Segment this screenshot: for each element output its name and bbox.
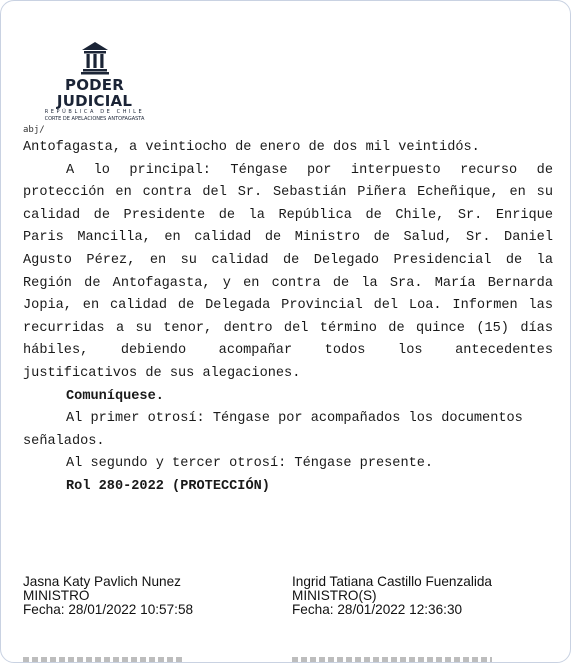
signature-block-2 [292, 575, 492, 617]
signature-block-1 [23, 575, 193, 617]
court-line: CORTE DE APELACIONES ANTOFAGASTA [44, 116, 145, 122]
case-number: Rol 280-2022 (PROTECCIÓN) [66, 478, 270, 494]
main-paragraph: A lo principal: Téngase por interpuesto recurso de protección en contra del Sr. Sebastián Piñera Echeñique, en su calidad de Presidente de la República de Chile, Sr. Enrique Paris Mancilla, en calidad de Ministro de Salud, Sr. Daniel Agusto Pérez, en su calidad de Delegado Presidencial de la Región de Antofagasta, y en contra de la Sra. María Bernarda Jopia, en calidad de Delegada Provincial del Loa. Informen las recurridas a su tenor, dentro del término de quince (15) días hábiles, debiendo acompañar todos los antecedentes justificativos de sus alegaciones. [23, 162, 553, 381]
reference-code: abj/ [23, 125, 45, 135]
signer-name: Jasna Katy Pavlich Nunez [23, 574, 181, 589]
date-line: Antofagasta, a veintiocho de enero de dos mil veintidós. [23, 140, 480, 155]
signature-date: Fecha: 28/01/2022 10:57:58 [23, 602, 194, 617]
cut-off-text-line [23, 657, 183, 662]
resolution-text [23, 137, 553, 499]
poder-judicial-logo [27, 41, 162, 121]
second-otrosi: Al segundo y tercer otrosí: Téngase presente. [66, 456, 434, 472]
signer-title: MINISTRO [23, 588, 90, 603]
country-line: REPÚBLICA DE CHILE [44, 109, 145, 115]
communicate-line: Comuníquese. [66, 388, 164, 404]
signature-date: Fecha: 28/01/2022 12:36:30 [292, 602, 463, 617]
cut-off-text-line [292, 657, 492, 662]
org-name: PODER JUDICIAL [56, 76, 133, 110]
signer-name: Ingrid Tatiana Castillo Fuenzalida [292, 574, 492, 589]
first-otrosi: Al primer otrosí: Téngase por acompañados los documentos señalados. [23, 411, 523, 449]
courthouse-icon [80, 41, 110, 75]
signer-title: MINISTRO(S) [292, 588, 377, 603]
